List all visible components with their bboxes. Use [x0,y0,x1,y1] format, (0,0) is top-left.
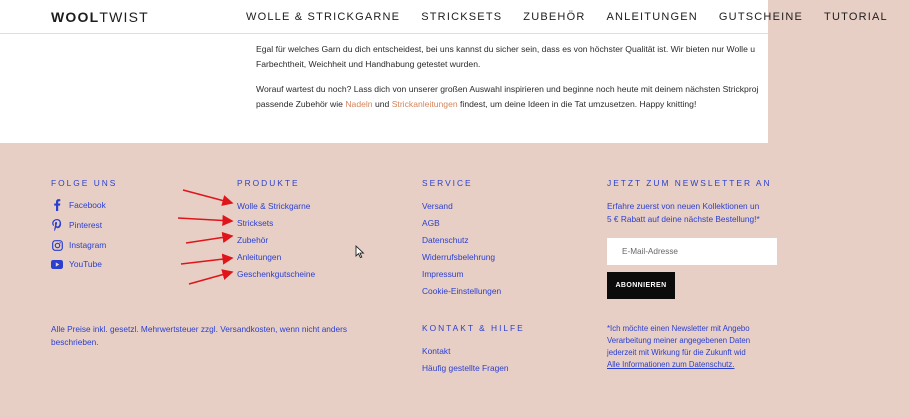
nav-tutorial[interactable]: TUTORIAL [824,11,888,23]
logo-bold-part: WOOL [51,9,100,25]
site-header [0,0,888,34]
social-facebook[interactable] [51,199,106,211]
footer-link-agb[interactable]: AGB [422,218,440,228]
footer-link-geschenkgutscheine[interactable]: Geschenkgutscheine [237,269,316,279]
site-logo[interactable] [51,9,149,25]
newsletter-description [607,200,760,226]
social-youtube-label: YouTube [69,259,102,269]
site-footer [0,143,772,417]
products-heading: PRODUKTE [237,178,300,188]
intro-section [0,34,768,143]
footer-link-anleitungen[interactable]: Anleitungen [237,252,282,262]
service-heading: SERVICE [422,178,473,188]
privacy-line1: *Ich möchte einen Newsletter mit Angebo [607,324,750,333]
intro-p2-line2-b: und [372,99,392,109]
privacy-line3: jederzeit mit Wirkung für die Zukunft wid [607,348,746,357]
pinterest-icon [51,219,63,231]
intro-p2-line1: Worauf wartest du noch? Lass dich von unserer großen Auswahl inspirieren und beginne noch heute mit deinem nächsten Strickproj [256,84,759,94]
nav-gutscheine[interactable]: GUTSCHEINE [718,11,804,23]
intro-p1-line1: Egal für welches Garn du dich entscheidest, bei uns kannst du sicher sein, dass es von höchster Qualität ist. Wir bieten nur Wolle u [256,44,756,54]
newsletter-privacy-note [607,323,750,371]
main-nav [246,11,909,23]
mouse-cursor-icon [355,245,365,259]
social-youtube[interactable] [51,258,102,270]
footer-link-widerrufsbelehrung[interactable]: Widerrufsbelehrung [422,252,496,262]
logo-light-part: TWIST [99,9,149,25]
footer-link-datenschutz[interactable]: Datenschutz [422,235,469,245]
footer-link-versand[interactable]: Versand [422,201,453,211]
nav-anleitungen[interactable]: ANLEITUNGEN [606,11,698,23]
social-pinterest-label: Pinterest [69,220,103,230]
footer-link-impressum[interactable]: Impressum [422,269,464,279]
footer-link-zubehoer[interactable]: Zubehör [237,235,269,245]
footer-link-kontakt[interactable]: Kontakt [422,346,451,356]
intro-p2-line2-c: findest, um deine Ideen in die Tat umzusetzen. Happy knitting! [457,99,697,109]
social-pinterest[interactable] [51,219,102,231]
newsletter-text-line1: Erfahre zuerst von neuen Kollektionen un [607,201,760,211]
footer-link-stricksets[interactable]: Stricksets [237,218,274,228]
footer-link-faq[interactable]: Häufig gestellte Fragen [422,363,509,373]
social-instagram-label: Instagram [69,240,107,250]
youtube-icon [51,258,63,270]
intro-paragraph-2 [256,82,816,112]
contact-heading: KONTAKT & HILFE [422,323,525,333]
newsletter-heading: JETZT ZUM NEWSLETTER AN [607,178,772,188]
nav-wolle-strickgarne[interactable]: WOLLE & STRICKGARNE [246,11,401,23]
nav-zubehoer[interactable]: ZUBEHÖR [523,11,586,23]
privacy-info-link[interactable]: Alle Informationen zum Datenschutz. [607,360,735,369]
instagram-icon [51,239,63,251]
social-facebook-label: Facebook [69,200,106,210]
subscribe-button[interactable]: ABONNIEREN [607,272,675,299]
nadeln-link[interactable]: Nadeln [345,99,373,109]
facebook-icon [51,199,63,211]
nav-stricksets[interactable]: STRICKSETS [421,11,503,23]
privacy-line2: Verarbeitung meiner angegebenen Daten [607,336,751,345]
footer-link-wolle-strickgarne[interactable]: Wolle & Strickgarne [237,201,311,211]
footer-link-cookie-einstellungen[interactable]: Cookie-Einstellungen [422,286,502,296]
newsletter-text-line2: 5 € Rabatt auf deine nächste Bestellung!* [607,214,760,224]
intro-paragraph-1 [256,42,816,72]
intro-p1-line2: Farbechtheit, Weichheit und Handhabung getestet wurden. [256,59,481,69]
intro-p2-line2-a: passende Zubehör wie [256,99,346,109]
social-instagram[interactable] [51,239,106,251]
strickanleitungen-link[interactable]: Strickanleitungen [391,99,458,109]
vat-note: Alle Preise inkl. gesetzl. Mehrwertsteuer zzgl. Versandkosten, wenn nicht anders beschrieben. [51,324,348,347]
follow-heading: FOLGE UNS [51,178,118,188]
newsletter-email-input[interactable] [607,238,777,265]
